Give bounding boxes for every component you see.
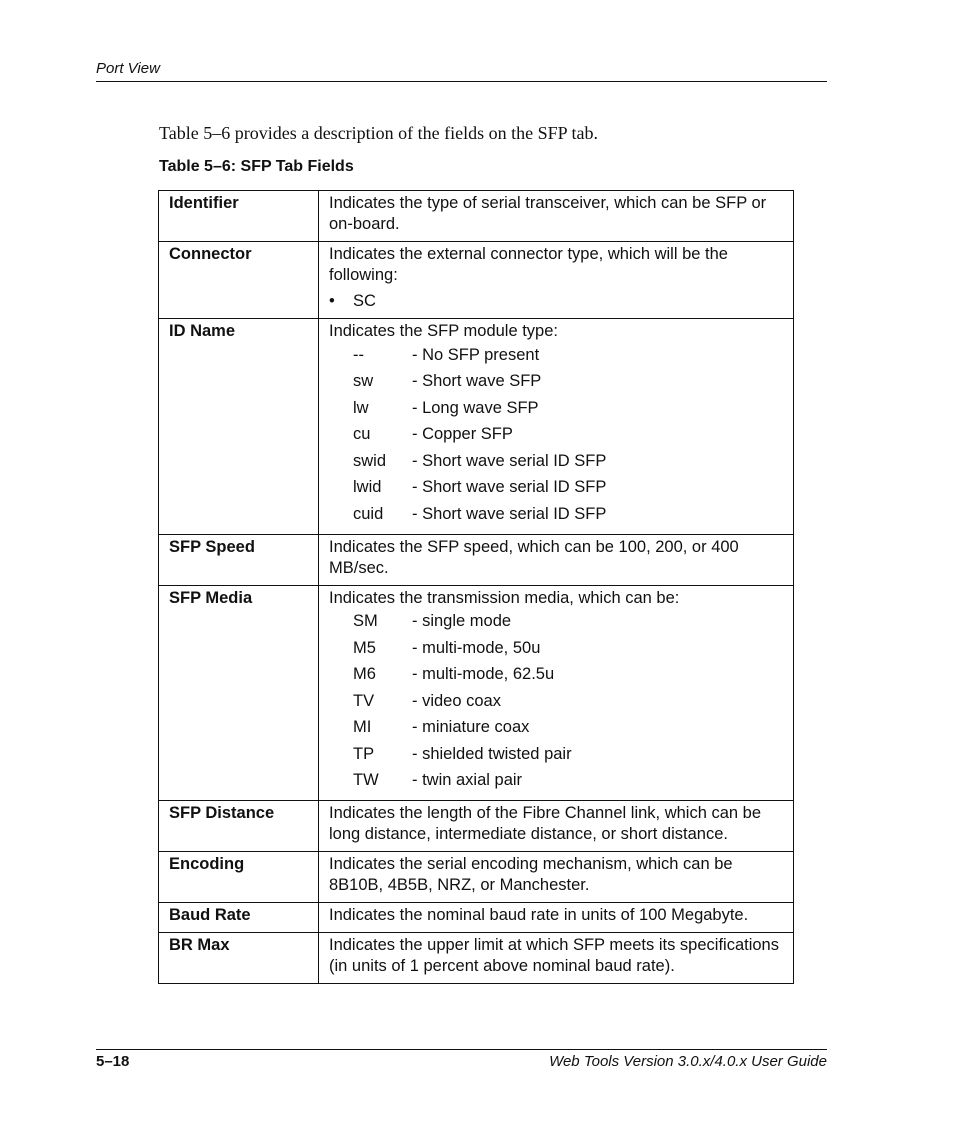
code: lwid — [353, 478, 382, 497]
field-name: Connector — [159, 242, 319, 319]
code: sw — [353, 372, 374, 391]
code-row — [329, 501, 783, 528]
field-description — [319, 852, 794, 903]
sfp-fields-table — [158, 190, 794, 984]
code-meaning: - multi-mode, 62.5u — [412, 665, 555, 684]
field-name: ID Name — [159, 319, 319, 535]
code: TW — [353, 771, 379, 790]
code-row — [329, 342, 783, 369]
running-head: Port View — [96, 60, 160, 77]
field-description — [319, 933, 794, 984]
book-title: Web Tools Version 3.0.x/4.0.x User Guide — [549, 1053, 827, 1070]
field-description — [319, 319, 794, 535]
code-meaning: - Short wave serial ID SFP — [412, 478, 607, 497]
code-row — [329, 635, 783, 662]
field-description — [319, 191, 794, 242]
code: M6 — [353, 665, 376, 684]
table-row — [159, 585, 794, 801]
bullet-icon: • — [329, 292, 335, 310]
field-name: Baud Rate — [159, 903, 319, 933]
page-number: 5–18 — [96, 1053, 130, 1070]
description-text: Indicates the nominal baud rate in units of 100 Megabyte. — [329, 906, 749, 924]
code-meaning: - multi-mode, 50u — [412, 638, 541, 657]
code: lw — [353, 398, 369, 417]
code: swid — [353, 451, 387, 470]
code-row — [329, 715, 783, 742]
description-text: Indicates the SFP module type: — [329, 322, 558, 340]
code-list — [329, 342, 783, 528]
code-meaning: - video coax — [412, 691, 501, 710]
footer-rule — [96, 1049, 827, 1050]
field-name: SFP Speed — [159, 534, 319, 585]
code-meaning: - Long wave SFP — [412, 398, 539, 417]
code-row — [329, 741, 783, 768]
field-description — [319, 242, 794, 319]
description-text: Indicates the transmission media, which can be: — [329, 588, 680, 607]
code-row — [329, 475, 783, 502]
bullet-text: SC — [353, 292, 376, 310]
code: cuid — [353, 504, 384, 523]
code-row — [329, 395, 783, 422]
field-name: Identifier — [159, 191, 319, 242]
description-text: Indicates the serial encoding mechanism, which can be 8B10B, 4B5B, NRZ, or Manchester. — [329, 855, 733, 894]
field-name: SFP Media — [159, 585, 319, 801]
field-description — [319, 801, 794, 852]
code-row — [329, 688, 783, 715]
description-text: Indicates the SFP speed, which can be 100, 200, or 400 MB/sec. — [329, 537, 739, 577]
code-row — [329, 768, 783, 795]
field-name: Encoding — [159, 852, 319, 903]
table-caption: Table 5–6: SFP Tab Fields — [159, 158, 354, 175]
table-row — [159, 852, 794, 903]
code-meaning: - miniature coax — [412, 718, 530, 737]
code-meaning: - Short wave SFP — [412, 372, 542, 391]
description-text: Indicates the length of the Fibre Channel link, which can be long distance, intermediate distance, or short distance. — [329, 804, 762, 843]
code-meaning: - Short wave serial ID SFP — [412, 504, 607, 523]
code-meaning: - twin axial pair — [412, 771, 523, 790]
code-meaning: - No SFP present — [412, 345, 540, 364]
code-row — [329, 422, 783, 449]
table-row — [159, 801, 794, 852]
intro-paragraph: Table 5–6 provides a description of the fields on the SFP tab. — [159, 123, 598, 143]
header-rule — [96, 81, 827, 82]
table-row — [159, 933, 794, 984]
code-meaning: - single mode — [412, 612, 512, 631]
bullet-item — [329, 291, 783, 312]
field-description — [319, 585, 794, 801]
table-row — [159, 191, 794, 242]
field-name: SFP Distance — [159, 801, 319, 852]
code: -- — [353, 345, 364, 364]
code: TP — [353, 744, 375, 763]
code: cu — [353, 425, 371, 444]
code: TV — [353, 691, 375, 710]
code: M5 — [353, 638, 376, 657]
field-description — [319, 534, 794, 585]
code-list — [329, 609, 783, 795]
field-name: BR Max — [159, 933, 319, 984]
code-row — [329, 369, 783, 396]
code-row — [329, 662, 783, 689]
description-text: Indicates the type of serial transceiver, which can be SFP or on-board. — [329, 194, 767, 233]
table-row — [159, 903, 794, 933]
description-text: Indicates the upper limit at which SFP meets its specifications (in units of 1 percent above nominal baud rate). — [329, 936, 779, 975]
table-row — [159, 242, 794, 319]
code: SM — [353, 612, 378, 631]
field-description — [319, 903, 794, 933]
code: MI — [353, 718, 372, 737]
code-meaning: - Copper SFP — [412, 425, 513, 444]
description-text: Indicates the external connector type, which will be the following: — [329, 245, 728, 284]
table-row — [159, 319, 794, 535]
code-meaning: - Short wave serial ID SFP — [412, 451, 607, 470]
code-row — [329, 448, 783, 475]
code-row — [329, 609, 783, 636]
table-row — [159, 534, 794, 585]
code-meaning: - shielded twisted pair — [412, 744, 572, 763]
